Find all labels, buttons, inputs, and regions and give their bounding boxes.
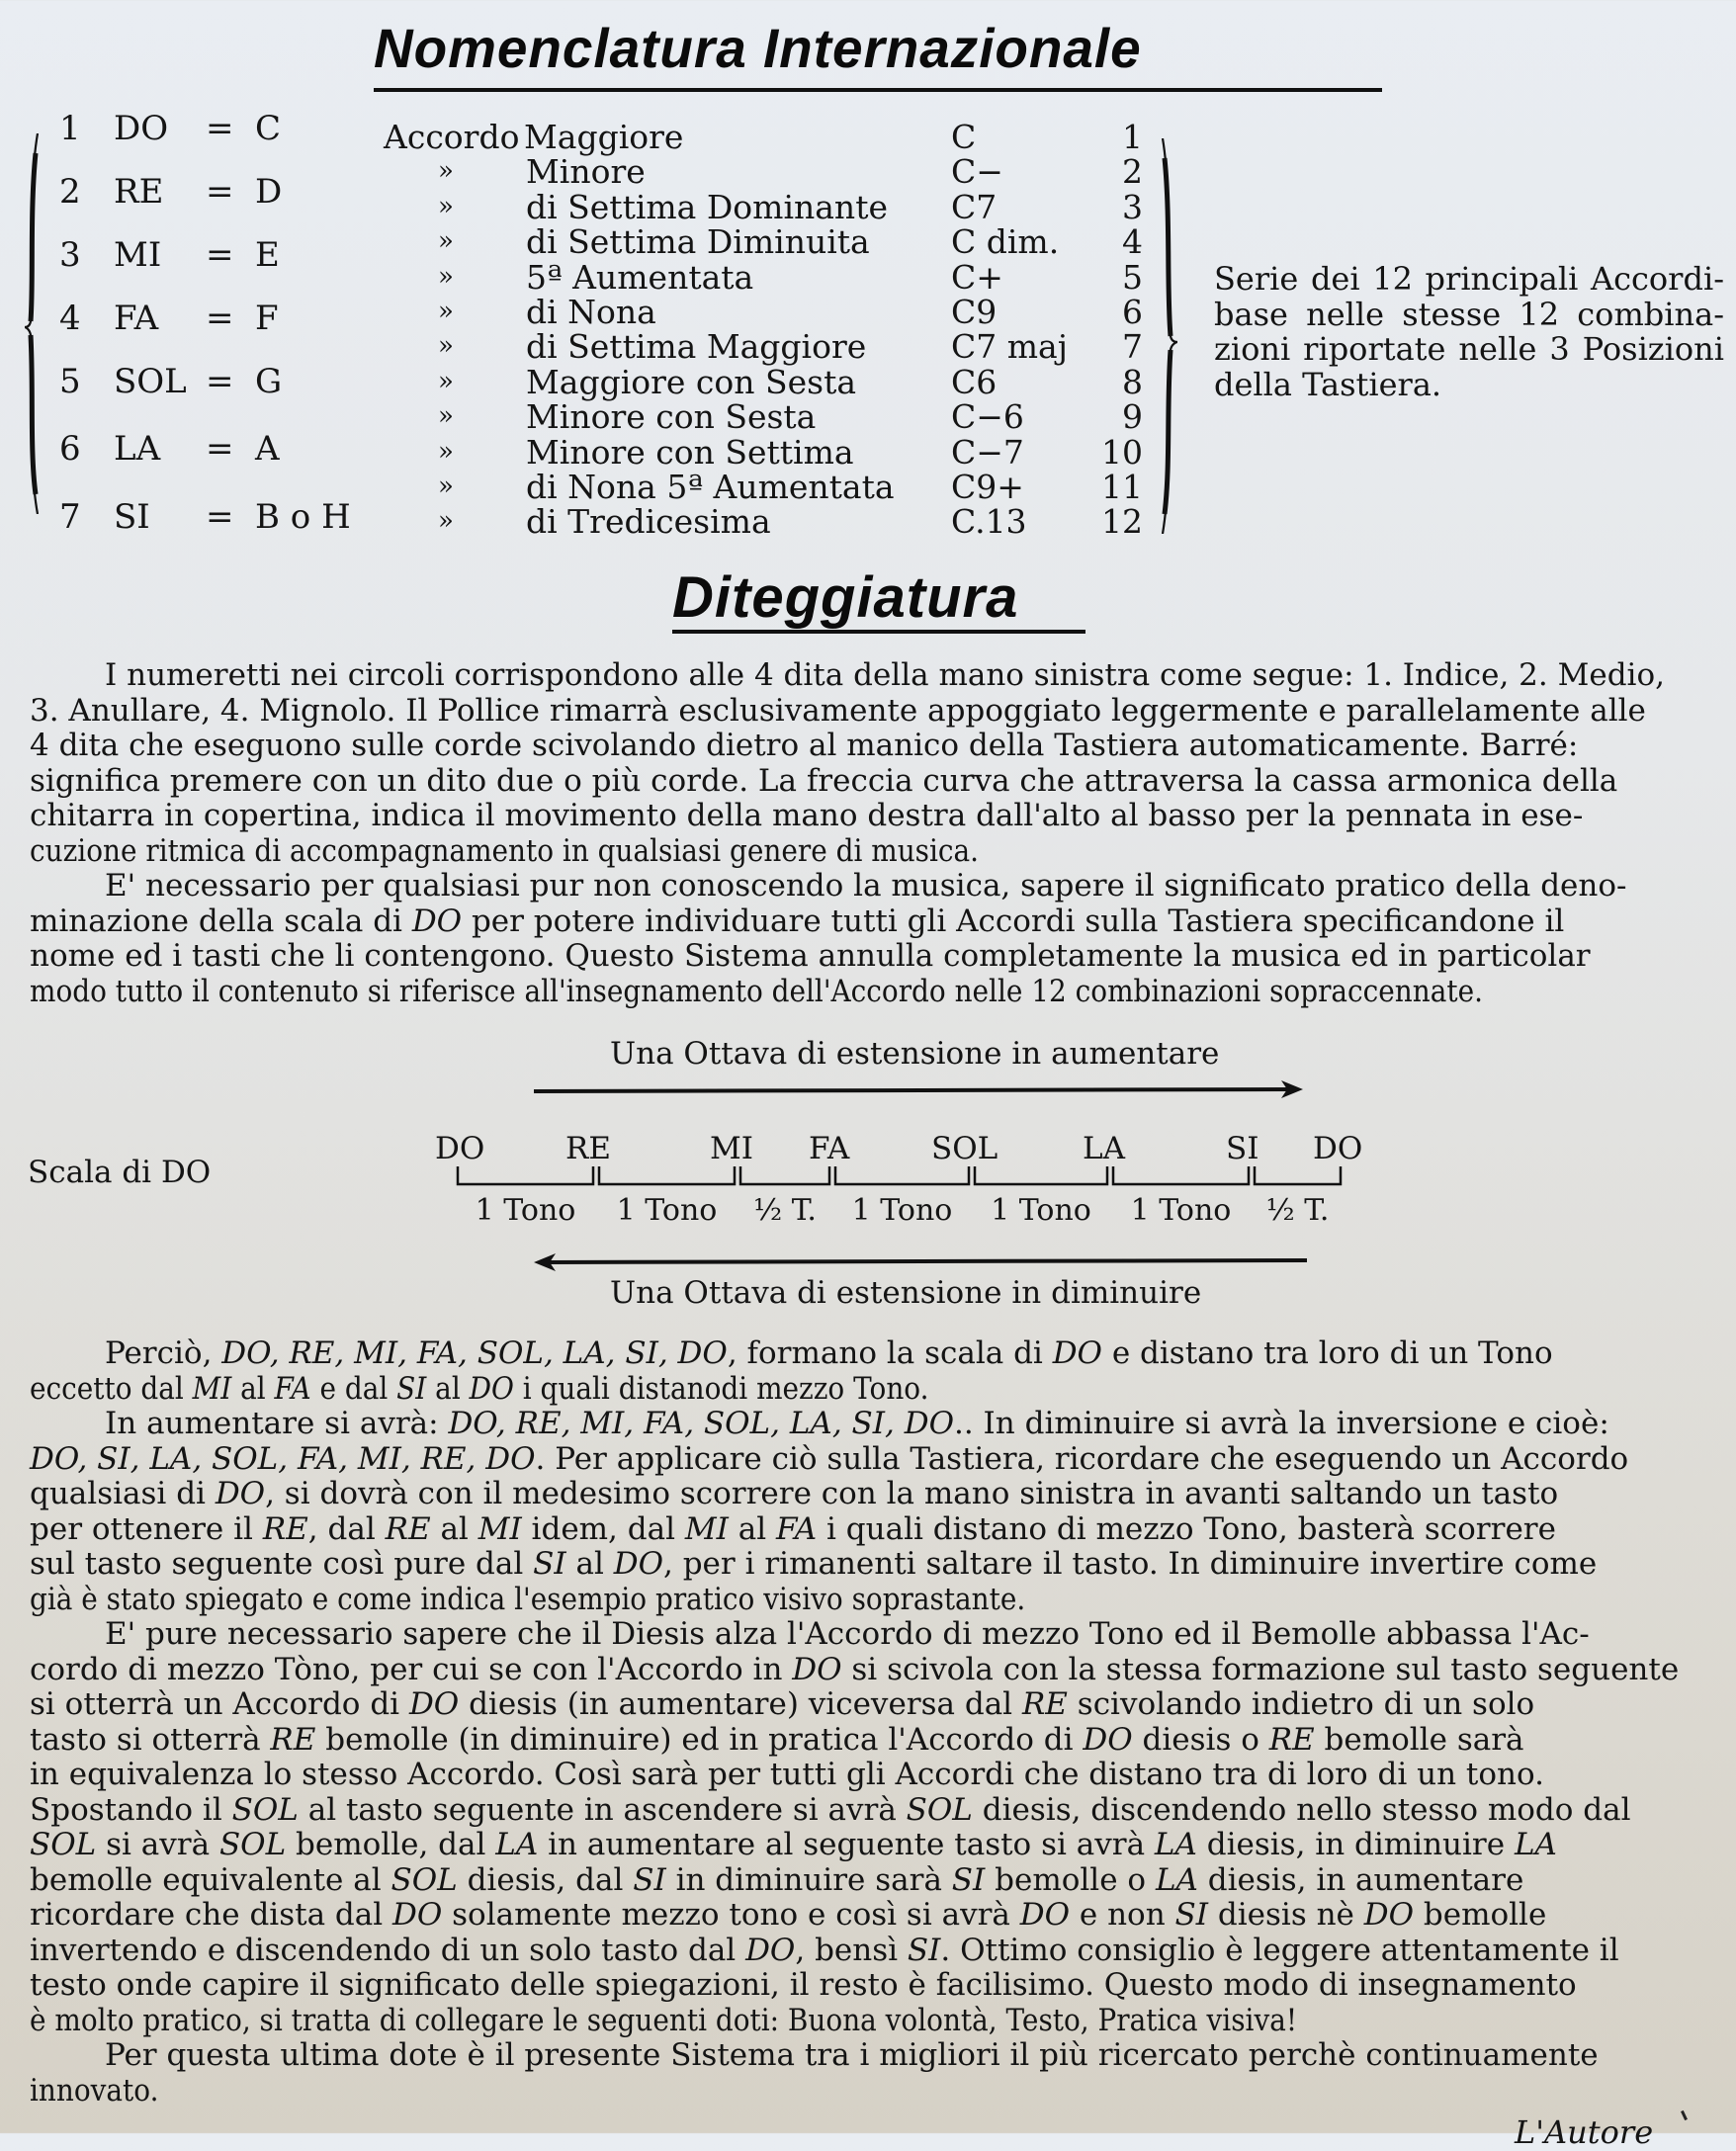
note-italian-name: MI [114,235,162,275]
paragraph-sharp-flat [30,1617,1722,2038]
text-line: 4 dita che eseguono sulle corde scivolando dietro al manico della Tastiera automaticamente. Barré: [30,728,1579,763]
scale-note-label: LA [1083,1131,1125,1166]
chord-prefix: » [438,191,454,221]
chord-symbol: C6 [951,362,998,401]
ink-mark [1681,2110,1688,2120]
note-letter: F [255,299,279,338]
scale-interval-bracket [835,1166,969,1184]
chord-name: Minore con Settima [526,432,854,472]
text-line: modo tutto il contenuto si riferisce all'insegnamento dell'Accordo nelle 12 combinazioni sopraccennate. [30,973,1483,1009]
note-letter: E [255,235,280,275]
note-italian-name: SI [114,497,150,537]
text-line: chitarra in copertina, indica il movimento della mano destra dall'alto al basso per la pennata in ese- [30,798,1584,833]
chord-symbol: C dim. [951,222,1060,262]
chord-prefix: » [438,261,454,292]
equals-sign: = [206,109,234,148]
text-line: significa premere con un dito due o più corde. La freccia curva che attraversa la cassa armonica della [30,762,1618,799]
section-title-diteggiatura: Diteggiatura [672,565,1019,630]
chord-prefix: » [438,156,454,187]
text-line: Per questa ultima dote è il presente Sistema tra i migliori il più ricercato perchè continuamente [105,2037,1599,2073]
chord-symbol: C−6 [951,397,1024,437]
equals-sign: = [206,429,234,469]
text-line: cordo di mezzo Tòno, per cui se con l'Accordo in DO si scivola con la stessa formazione sul tasto seguente [30,1651,1680,1687]
note-letter: B o H [255,497,351,537]
text-line: nome ed i tasti che li contengono. Questo Sistema annulla completamente la musica ed in particolar [30,938,1591,974]
scale-note-label: MI [710,1131,753,1166]
note-italian-name: FA [114,299,159,338]
chord-number: 2 [1122,152,1143,192]
text-line: E' pure necessario sapere che il Diesis alza l'Accordo di mezzo Tono ed il Bemolle abbassa l'Ac- [105,1616,1590,1652]
note-number: 7 [59,497,81,537]
scale-interval-bracket [1113,1166,1249,1184]
chord-name: di Settima Maggiore [526,327,867,367]
scale-interval-label: 1 Tono [1130,1193,1232,1228]
text-line: SOL si avrà SOL bemolle, dal LA in aumentare al seguente tasto si avrà LA diesis, in diminuire LA [30,1827,1557,1862]
text-line: In aumentare si avrà: DO, RE, MI, FA, SOL, LA, SI, DO.. In diminuire si avrà la inversione e cioè: [105,1406,1609,1441]
chord-prefix: » [438,436,454,467]
text-line: eccetto dal MI al FA e dal SI al DO i quali distanodi mezzo Tono. [30,1370,929,1407]
chord-number: 4 [1122,222,1143,262]
text-line: in equivalenza lo stesso Accordo. Così sarà per tutti gli Accordi che distano tra di loro di un tono. [30,1757,1544,1792]
text-line: cuzione ritmica di accompagnamento in qualsiasi genere di musica. [30,832,980,869]
note-number: 3 [59,235,81,275]
chord-symbol: C [951,118,977,156]
scale-interval-label: 1 Tono [991,1193,1091,1228]
scale-down-caption: Una Ottava di estensione in diminuire [610,1275,1202,1311]
chord-prefix: » [438,401,454,432]
text-line: 3. Anullare, 4. Mignolo. Il Pollice rimarrà esclusivamente appoggiato leggermente e parallelamente alle [30,692,1646,729]
chord-symbol: C7 maj [951,327,1068,367]
text-line: già è stato spiegato e come indica l'esempio pratico visivo soprastante. [30,1581,1026,1617]
chord-name: di Tredicesima [526,502,771,542]
note-italian-name: SOL [114,362,187,401]
equals-sign: = [206,235,234,275]
text-line: minazione della scala di DO per potere individuare tutti gli Accordi sulla Tastiera specificandone il [30,903,1565,939]
paragraph-scale-explained [30,1336,1722,1407]
scale-interval-label: 1 Tono [475,1193,576,1228]
chord-prefix: » [438,226,454,257]
scale-note-label: RE [565,1131,611,1166]
scale-note-label: FA [809,1131,850,1166]
note-number: 1 [59,109,81,148]
equals-sign: = [206,172,234,212]
scale-interval-label: ½ T. [753,1193,817,1228]
note-italian-name: RE [114,172,164,212]
arrow-ascending [534,1089,1293,1091]
chord-number: 3 [1122,187,1143,226]
chord-prefix: » [438,366,454,396]
note-letter: C [255,109,282,148]
note-number: 4 [59,299,81,338]
scale-note-label: DO [435,1131,485,1166]
chord-name: Maggiore con Sesta [526,362,857,401]
scale-interval-label: ½ T. [1265,1193,1330,1228]
chord-symbol: C7 [951,187,998,226]
side-note-line: base nelle stesse 12 combina- [1214,295,1724,333]
signature: L'Autore [1515,2113,1654,2151]
chord-number: 11 [1101,468,1143,506]
chord-name: di Settima Diminuita [526,222,870,262]
side-note-line: zioni riportate nelle 3 Posizioni [1214,330,1724,368]
chord-number: 8 [1122,362,1143,401]
text-line: si otterrà un Accordo di DO diesis (in aumentare) viceversa dal RE scivolando indietro di un solo [30,1686,1535,1722]
chord-symbol: C.13 [951,502,1027,542]
chord-symbol: C−7 [951,432,1024,472]
chord-prefix: » [438,506,454,537]
chord-name: di Nona 5ª Aumentata [526,468,895,506]
note-italian-name: LA [114,429,161,469]
note-number: 5 [59,362,81,401]
chord-name: Maggiore [524,118,684,156]
note-letter: D [255,172,283,212]
scale-interval-label: 1 Tono [851,1193,953,1228]
chord-symbol: C+ [951,257,1003,297]
chord-number: 12 [1101,502,1143,542]
text-line: ricordare che dista dal DO solamente mezzo tono e così si avrà DO e non SI diesis nè DO bemolle [30,1897,1547,1933]
text-line: bemolle equivalente al SOL diesis, dal SI in diminuire sarà SI bemolle o LA diesis, in aumentare [30,1861,1524,1898]
chord-name: di Settima Dominante [526,187,888,226]
chord-prefix: » [438,297,454,326]
chord-name: Minore [526,152,646,192]
equals-sign: = [206,299,234,338]
chord-number: 1 [1122,118,1143,156]
scale-label: Scala di DO [28,1155,212,1190]
chord-name: Minore con Sesta [526,397,817,437]
text-line: testo onde capire il significato delle spiegazioni, il resto è facilisimo. Questo modo di insegnamento [30,1967,1577,2003]
text-line: I numeretti nei circoli corrispondono alle 4 dita della mano sinistra come segue: 1. Indice, 2. Medio, [105,657,1665,693]
scale-interval-bracket [975,1166,1107,1184]
paragraph-ascending-descending [30,1407,1722,1617]
note-italian-name: DO [114,109,169,148]
note-letter: G [255,362,283,401]
note-number: 6 [59,429,81,469]
chord-number: 7 [1122,327,1143,367]
text-line: tasto si otterrà RE bemolle (in diminuire) ed in pratica l'Accordo di DO diesis o RE bemolle sarà [30,1721,1524,1758]
chord-symbol: C9+ [951,468,1024,506]
chord-number: 10 [1101,432,1143,472]
arrow-descending [544,1260,1307,1262]
text-line: per ottenere il RE, dal RE al MI idem, dal MI al FA i quali distano di mezzo Tono, basterà scorrere [30,1510,1556,1547]
chord-symbol: C9 [951,293,998,331]
text-line: sul tasto seguente così pure dal SI al DO, per i rimanenti saltare il tasto. In diminuire invertire come [30,1546,1598,1582]
scale-interval-label: 1 Tono [616,1193,718,1228]
scale-note-label: SOL [931,1131,998,1166]
chord-name: di Nona [526,293,656,331]
chord-number: 5 [1122,257,1143,297]
chord-prefix: » [438,331,454,362]
scale-interval-bracket [1255,1166,1341,1184]
chord-prefix: » [438,472,454,501]
text-line: E' necessario per qualsiasi pur non conoscendo la musica, sapere il significato pratico della deno- [105,868,1627,903]
text-line: qualsiasi di DO, si dovrà con il medesimo scorrere con la mano sinistra in avanti saltando un tasto [30,1476,1559,1511]
equals-sign: = [206,362,234,401]
text-line: invertendo e discendendo di un solo tasto dal DO, bensì SI. Ottimo consiglio è leggere attentamente il [30,1932,1619,1968]
chord-number: 6 [1122,293,1143,331]
text-line: è molto pratico, si tratta di collegare le seguenti doti: Buona volontà, Testo, Pratica visiva! [30,2002,1298,2038]
equals-sign: = [206,497,234,537]
note-letter: A [255,429,280,469]
chord-prefix: Accordo [384,118,520,156]
text-line: Spostando il SOL al tasto seguente in ascendere si avrà SOL diesis, discendendo nello stesso modo dal [30,1791,1631,1828]
chord-number: 9 [1122,397,1143,437]
scale-up-caption: Una Ottava di estensione in aumentare [610,1036,1220,1072]
side-note-line: Serie dei 12 principali Accordi- [1214,260,1724,298]
chord-name: 5ª Aumentata [526,257,754,297]
chord-symbol: C− [951,152,1003,192]
scale-interval-bracket [740,1166,829,1184]
scale-note-label: DO [1313,1131,1363,1166]
scale-note-label: SI [1226,1131,1259,1166]
scale-interval-bracket [458,1166,593,1184]
text-line: innovato. [30,2072,159,2108]
note-number: 2 [59,172,81,212]
side-note-line: della Tastiera. [1214,365,1442,403]
text-line: DO, SI, LA, SOL, FA, MI, RE, DO. Per applicare ciò sulla Tastiera, ricordare che eseguendo un Accordo [30,1440,1629,1477]
text-line: Perciò, DO, RE, MI, FA, SOL, LA, SI, DO, formano la scala di DO e distano tra loro di un Tono [105,1335,1553,1371]
paragraph-conclusion [30,2038,1722,2108]
section-title-nomenclatura: Nomenclatura Internazionale [374,17,1142,79]
scale-interval-bracket [599,1166,735,1184]
